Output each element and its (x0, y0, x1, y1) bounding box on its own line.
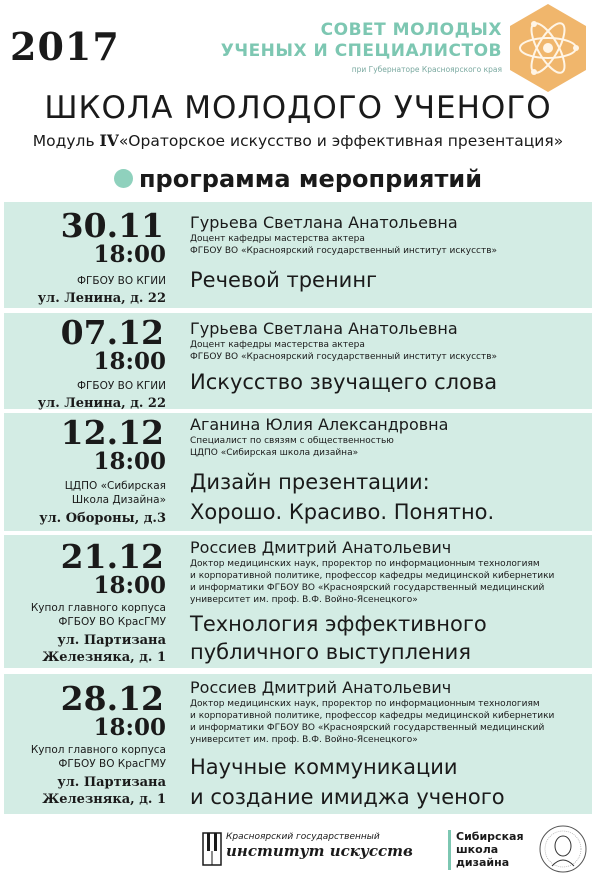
design-school-line: дизайна (456, 856, 510, 869)
event-time: 18:00 (93, 348, 166, 375)
speaker-description: и корпоративной политике, профессор кафедры медицинской кибернетики (190, 711, 555, 721)
event-venue: ФГБОУ ВО КГИИ (76, 380, 166, 392)
event-venue: ФГБОУ ВО КрасГМУ (58, 616, 166, 628)
event-venue: ФГБОУ ВО КрасГМУ (58, 758, 166, 770)
speaker-description: Доктор медицинских наук, проректор по информационным технологиям (190, 699, 540, 709)
council-line-3: при Губернаторе Красноярского края (351, 65, 502, 74)
speaker-description: университет им. проф. В.Ф. Войно-Ясенецкого» (190, 735, 418, 745)
portrait-seal-icon (538, 824, 588, 874)
speaker-description: ЦДПО «Сибирская школа дизайна» (190, 448, 359, 458)
module-line (0, 131, 596, 150)
institute-logo (202, 832, 413, 860)
event-card (4, 535, 592, 668)
event-date: 07.12 (60, 313, 164, 352)
speaker-name: Россиев Дмитрий Анатольевич (190, 538, 452, 557)
event-venue: ФГБОУ ВО КГИИ (76, 275, 166, 287)
piano-keys-icon (202, 832, 222, 866)
institute-name-big: институт искусств (226, 842, 413, 860)
bullet-dot-icon (114, 169, 133, 188)
event-topic: Речевой тренинг (190, 268, 378, 292)
event-card (4, 313, 592, 409)
event-address: ул. Ленина, д. 22 (37, 396, 166, 411)
program-label: программа мероприятий (138, 165, 483, 193)
event-address: Железняка, д. 1 (42, 792, 166, 807)
event-address: Железняка, д. 1 (42, 650, 166, 665)
event-card (4, 674, 592, 814)
speaker-name: Гурьева Светлана Анатольевна (190, 319, 458, 338)
event-venue: Купол главного корпуса (30, 744, 166, 756)
speaker-name: Россиев Дмитрий Анатольевич (190, 678, 452, 697)
event-card (4, 202, 592, 308)
design-school-line: Сибирская (456, 830, 524, 843)
event-venue: Купол главного корпуса (30, 602, 166, 614)
event-address: ул. Партизана (57, 633, 166, 648)
event-topic: Хорошо. Красиво. Понятно. (190, 500, 495, 524)
council-line-2: УЧЕНЫХ И СПЕЦИАЛИСТОВ (220, 41, 502, 61)
institute-name-small: Красноярский государственный (226, 832, 380, 842)
event-date: 12.12 (60, 413, 164, 452)
council-name (221, 20, 502, 74)
module-prefix: Модуль (32, 132, 95, 150)
atom-hexagon-logo-icon (508, 2, 588, 94)
design-school-line: школа (456, 843, 499, 856)
event-time: 18:00 (93, 241, 166, 268)
speaker-description: Специалист по связям с общественностью (190, 436, 394, 446)
event-time: 18:00 (93, 448, 166, 475)
speaker-description: и информатики ФГБОУ ВО «Красноярский государственный медицинский (190, 723, 545, 733)
event-topic: Искусство звучащего слова (190, 370, 498, 394)
event-address: ул. Обороны, д.3 (39, 511, 166, 526)
page-title: ШКОЛА МОЛОДОГО УЧЕНОГО (44, 90, 552, 126)
event-topic: Дизайн презентации: (190, 470, 430, 494)
speaker-name: Гурьева Светлана Анатольевна (190, 213, 458, 232)
event-address: ул. Партизана (57, 775, 166, 790)
module-name: «Ораторское искусство и эффективная презентация» (118, 132, 564, 150)
event-topic: публичного выступления (190, 640, 471, 664)
speaker-description: ФГБОУ ВО «Красноярский государственный институт искусств» (190, 246, 498, 256)
program-heading (0, 165, 596, 193)
council-line-1: СОВЕТ МОЛОДЫХ (320, 20, 502, 40)
speaker-name: Аганина Юлия Александровна (190, 415, 449, 434)
event-date: 30.11 (60, 206, 164, 245)
footer-logos (0, 820, 596, 873)
speaker-description: и корпоративной политике, профессор кафедры медицинской кибернетики (190, 571, 555, 581)
event-time: 18:00 (93, 572, 166, 599)
speaker-description: Доцент кафедры мастерства актера (190, 234, 365, 244)
module-number: IV (99, 131, 119, 150)
event-topic: Технология эффективного (190, 612, 487, 636)
event-topic: и создание имиджа ученого (190, 785, 505, 809)
design-school-logo (448, 830, 528, 870)
speaker-description: университет им. проф. В.Ф. Войно-Ясенецкого» (190, 595, 418, 605)
event-address: ул. Ленина, д. 22 (37, 291, 166, 306)
event-date: 28.12 (60, 679, 164, 718)
event-venue: ЦДПО «Сибирская (64, 480, 166, 492)
event-topic: Научные коммуникации (190, 755, 458, 779)
speaker-description: Доктор медицинских наук, проректор по информационным технологиям (190, 559, 540, 569)
event-card (4, 413, 592, 531)
year: 2017 (10, 24, 120, 69)
speaker-description: Доцент кафедры мастерства актера (190, 340, 365, 350)
speaker-description: и информатики ФГБОУ ВО «Красноярский государственный медицинский (190, 583, 545, 593)
speaker-description: ФГБОУ ВО «Красноярский государственный институт искусств» (190, 352, 498, 362)
event-venue: Школа Дизайна» (71, 494, 166, 506)
event-date: 21.12 (60, 537, 164, 576)
event-time: 18:00 (93, 714, 166, 741)
